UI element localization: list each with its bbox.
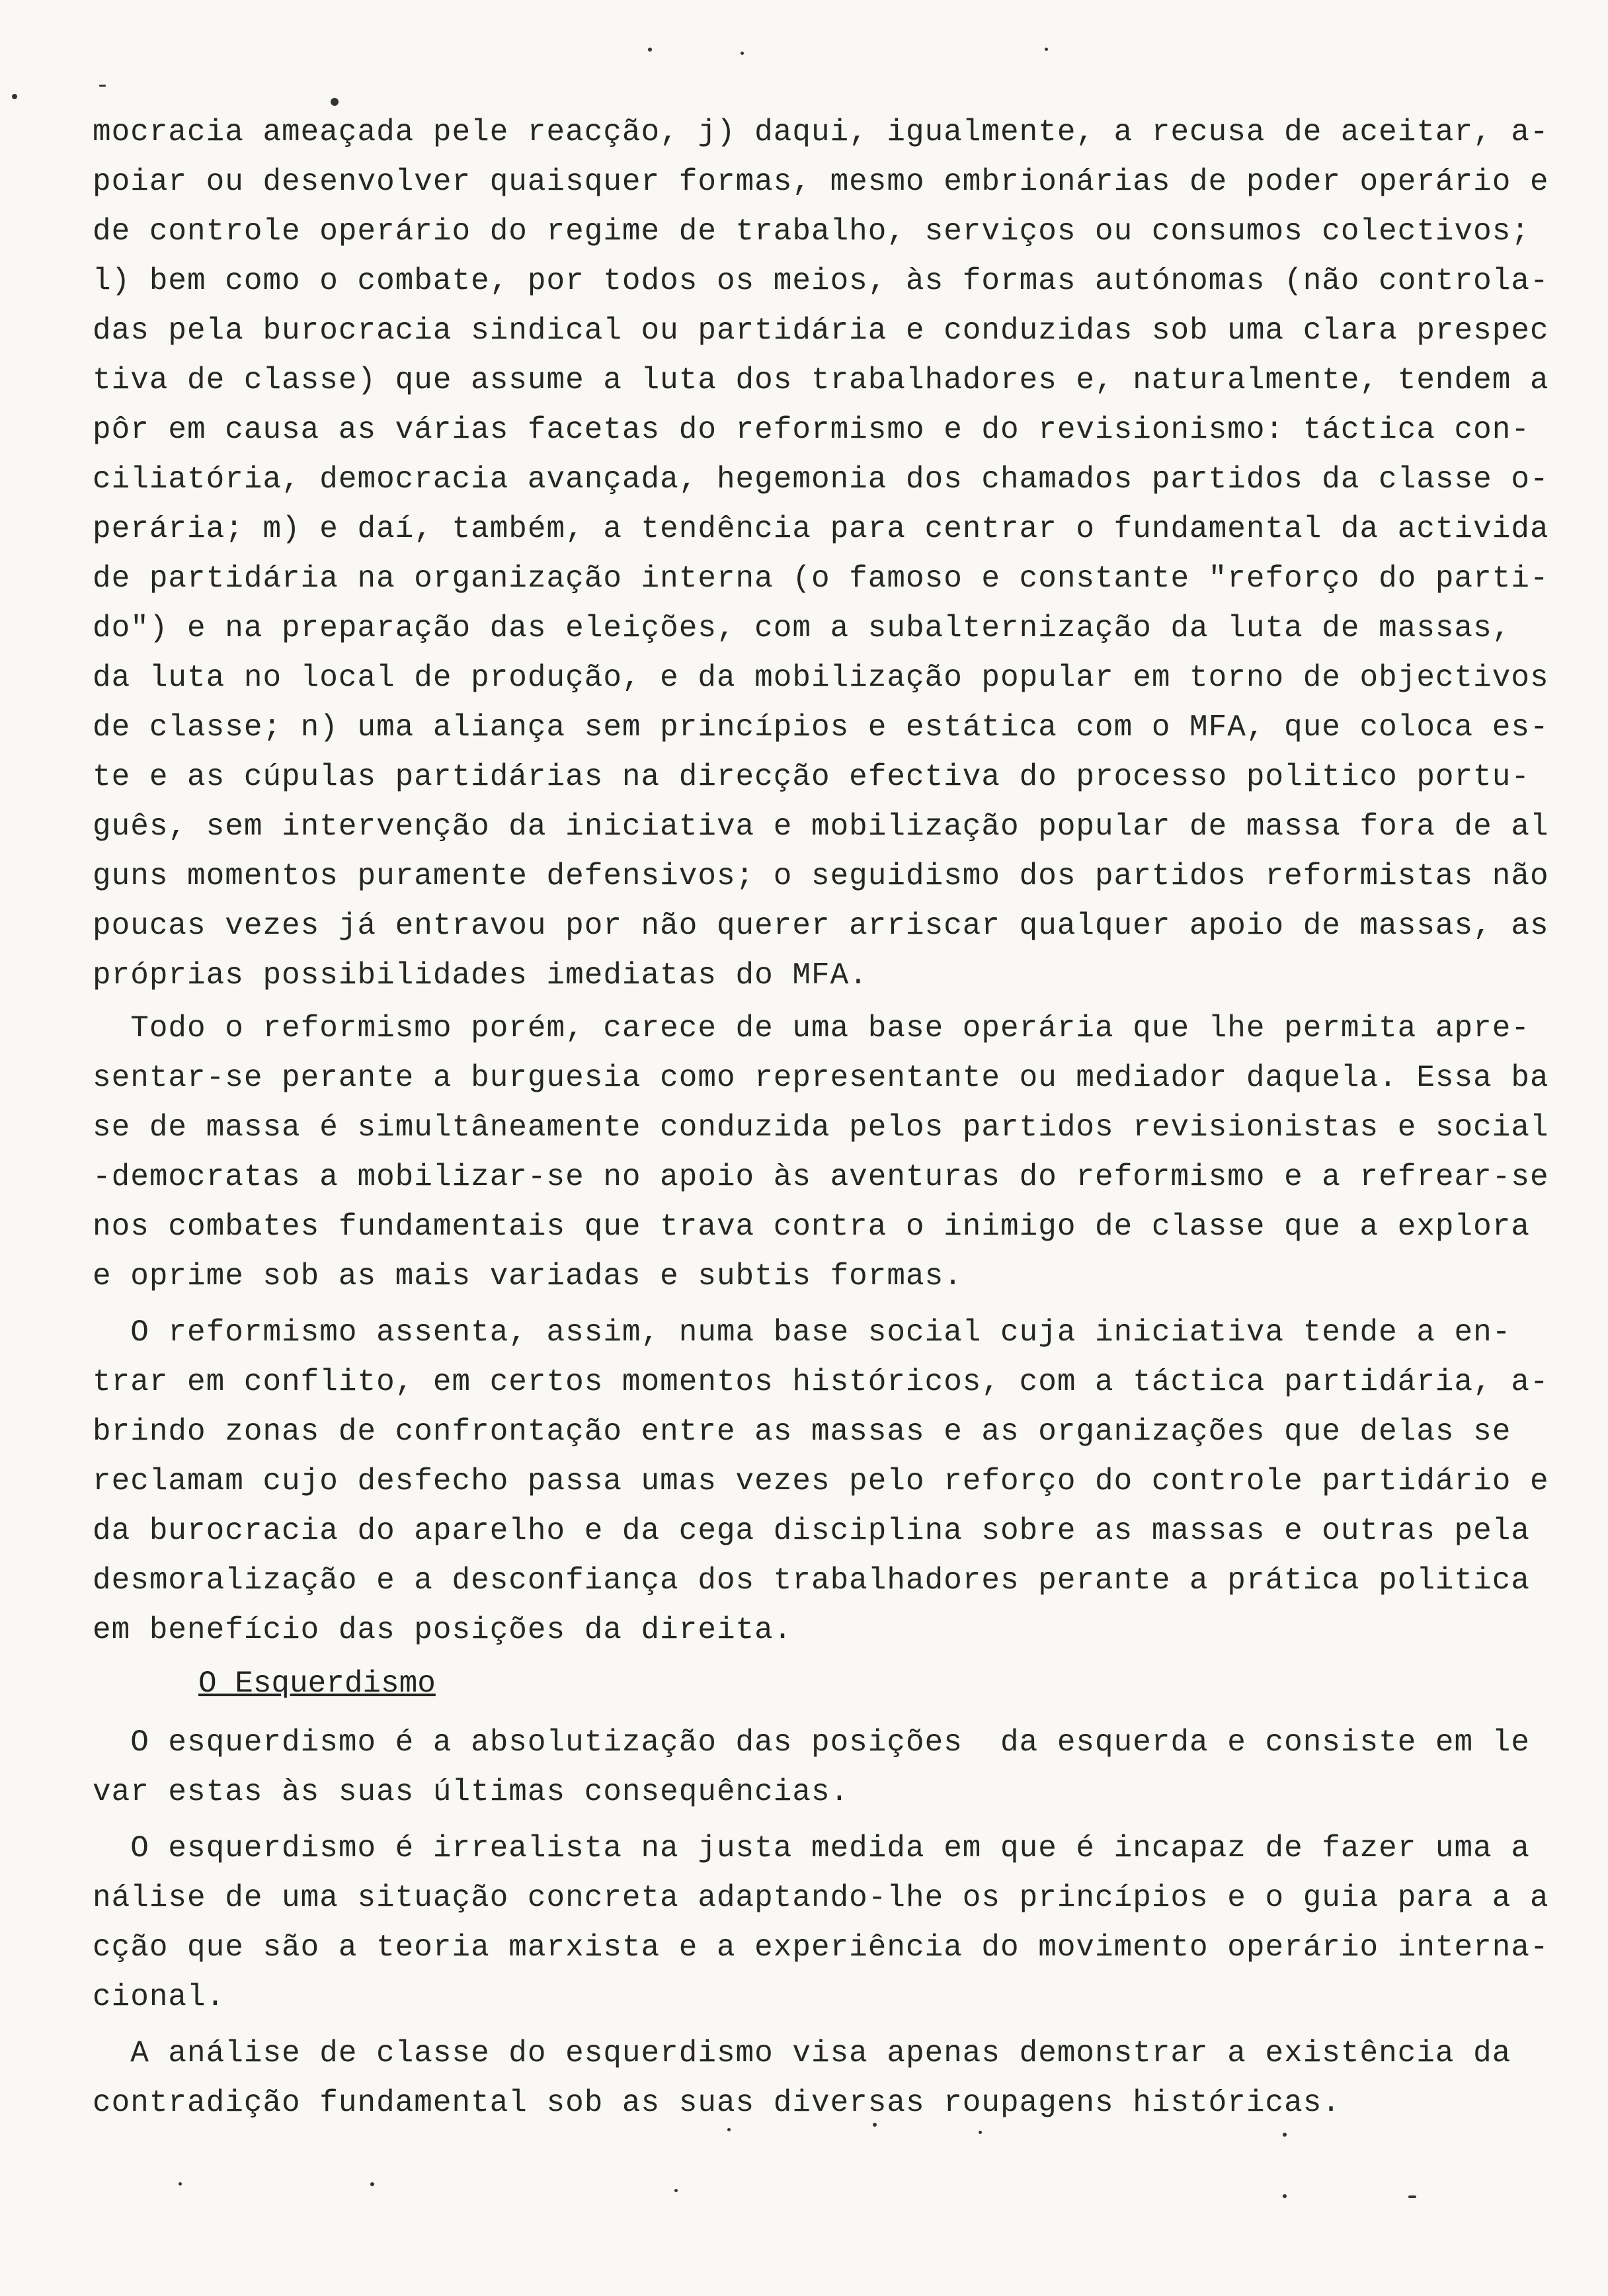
- text-line: tiva de classe) que assume a luta dos trabalhadores e, naturalmente, tendem a: [93, 363, 1549, 397]
- text-line: cional.: [93, 1980, 225, 2014]
- scan-speck: [674, 2189, 678, 2192]
- scan-speck: [1045, 48, 1048, 51]
- text-line: pôr em causa as várias facetas do reformismo e do revisionismo: táctica con-: [93, 413, 1530, 447]
- text-line: das pela burocracia sindical ou partidária e conduzidas sob uma clara prespec: [93, 313, 1549, 348]
- text-line: l) bem como o combate, por todos os meios, às formas autónomas (não controla-: [93, 264, 1549, 298]
- text-line: desmoralização e a desconfiança dos trabalhadores perante a prática politica: [93, 1563, 1530, 1598]
- scan-speck: [1283, 2194, 1287, 2198]
- text-line: de classe; n) uma aliança sem princípios e estática com o MFA, que coloca es-: [93, 710, 1549, 745]
- text-line: de partidária na organização interna (o famoso e constante "reforço do parti-: [93, 561, 1549, 596]
- scan-speck: [1283, 2133, 1287, 2137]
- scan-speck: [648, 48, 652, 52]
- scan-speck: [979, 2131, 982, 2134]
- text-line: Todo o reformismo porém, carece de uma base operária que lhe permita apre-: [93, 1011, 1530, 1046]
- text-line: sentar-se perante a burguesia como representante ou mediador daquela. Essa ba: [93, 1061, 1549, 1095]
- text-line: nálise de uma situação concreta adaptando-lhe os princípios e o guia para a a: [93, 1881, 1549, 1915]
- text-line: mocracia ameaçada pele reacção, j) daqui, igualmente, a recusa de aceitar, a-: [93, 115, 1549, 149]
- text-line: brindo zonas de confrontação entre as massas e as organizações que delas se: [93, 1414, 1511, 1449]
- text-line: da luta no local de produção, e da mobilização popular em torno de objectivos: [93, 661, 1549, 695]
- text-line: do") e na preparação das eleições, com a subalternização da luta de massas,: [93, 611, 1511, 645]
- text-line: perária; m) e daí, também, a tendência para centrar o fundamental da activida: [93, 512, 1549, 546]
- text-line: O reformismo assenta, assim, numa base social cuja iniciativa tende a en-: [93, 1315, 1511, 1350]
- text-line: var estas às suas últimas consequências.: [93, 1775, 850, 1809]
- scan-speck: [873, 2123, 877, 2127]
- scan-speck: [179, 2182, 182, 2186]
- scan-speck: [99, 85, 106, 87]
- text-line: ciliatória, democracia avançada, hegemonia dos chamados partidos da classe o-: [93, 462, 1549, 497]
- scan-speck: [370, 2182, 374, 2186]
- scan-speck: [1408, 2195, 1416, 2198]
- text-line: A análise de classe do esquerdismo visa apenas demonstrar a existência da: [93, 2036, 1511, 2070]
- text-line: trar em conflito, em certos momentos históricos, com a táctica partidária, a-: [93, 1365, 1549, 1399]
- scan-speck: [741, 52, 744, 55]
- text-line: e oprime sob as mais variadas e subtis formas.: [93, 1259, 963, 1293]
- text-line: próprias possibilidades imediatas do MFA.: [93, 958, 868, 993]
- text-line: de controle operário do regime de trabalho, serviços ou consumos colectivos;: [93, 214, 1530, 249]
- text-line: -democratas a mobilizar-se no apoio às aventuras do reformismo e a refrear-se: [93, 1160, 1549, 1194]
- text-line: em benefício das posições da direita.: [93, 1613, 793, 1647]
- text-line: guns momentos puramente defensivos; o seguidismo dos partidos reformistas não: [93, 859, 1549, 893]
- text-line: contradição fundamental sob as suas diversas roupagens históricas.: [93, 2086, 1341, 2120]
- text-line: nos combates fundamentais que trava contra o inimigo de classe que a explora: [93, 1210, 1530, 1244]
- scan-speck: [727, 2128, 731, 2131]
- text-line: poucas vezes já entravou por não querer arriscar qualquer apoio de massas, as: [93, 909, 1549, 943]
- text-line: guês, sem intervenção da iniciativa e mobilização popular de massa fora de al: [93, 809, 1549, 844]
- text-line: se de massa é simultâneamente conduzida pelos partidos revisionistas e social: [93, 1110, 1549, 1145]
- text-line: poiar ou desenvolver quaisquer formas, mesmo embrionárias de poder operário e: [93, 165, 1549, 199]
- text-line: cção que são a teoria marxista e a experiência do movimento operário interna-: [93, 1930, 1549, 1965]
- text-line: te e as cúpulas partidárias na direcção efectiva do processo politico portu-: [93, 760, 1530, 794]
- text-line: O esquerdismo é a absolutização das posições da esquerda e consiste em le: [93, 1725, 1530, 1760]
- text-line: O esquerdismo é irrealista na justa medida em que é incapaz de fazer uma a: [93, 1831, 1530, 1866]
- scan-speck: [12, 94, 17, 99]
- text-line: reclamam cujo desfecho passa umas vezes pelo reforço do controle partidário e: [93, 1464, 1549, 1498]
- text-line: da burocracia do aparelho e da cega disciplina sobre as massas e outras pela: [93, 1514, 1530, 1548]
- section-heading: O Esquerdismo: [198, 1666, 436, 1701]
- scan-speck: [331, 98, 339, 106]
